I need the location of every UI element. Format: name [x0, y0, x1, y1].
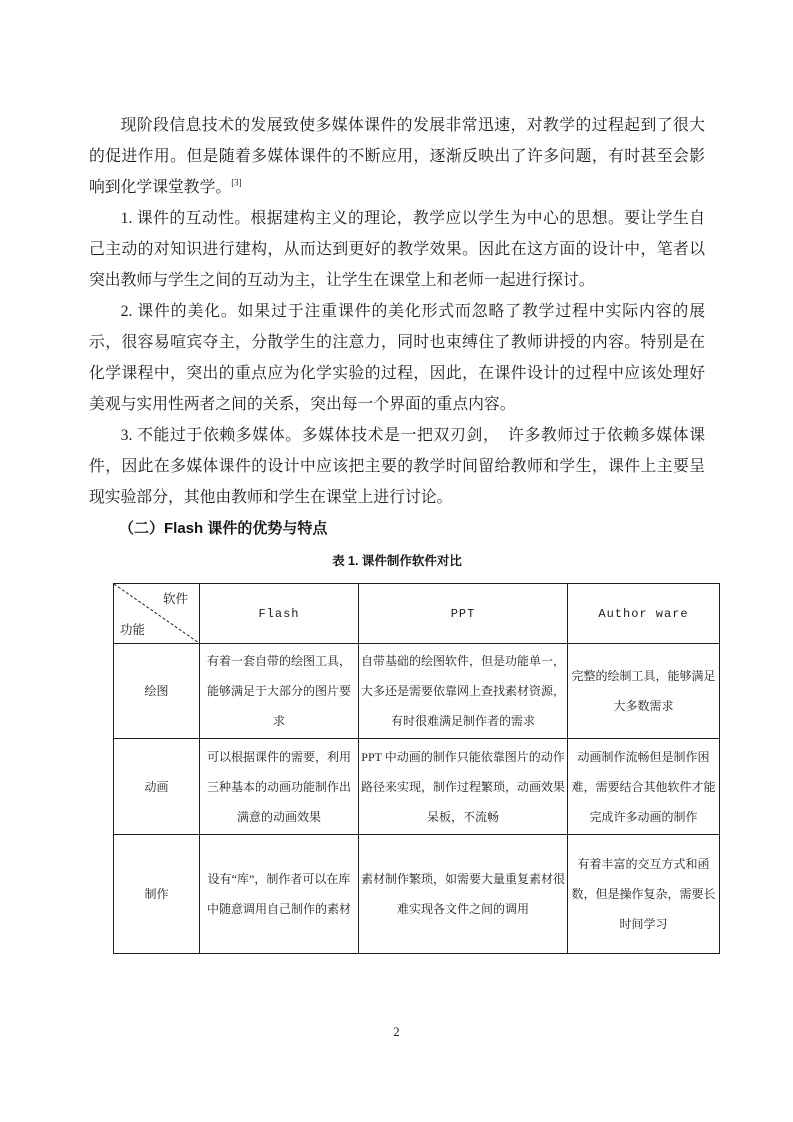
diagonal-header-cell	[114, 584, 200, 644]
table-caption: 表 1. 课件制作软件对比	[332, 554, 462, 568]
row-label-drawing: 绘图	[114, 644, 200, 739]
cell-production-flash: 设有“库”，制作者可以在库中随意调用自己制作的素材	[200, 835, 359, 954]
cell-animation-authorware: 动画制作流畅但是制作困难，需要结合其他软件才能完成许多动画的制作	[568, 739, 720, 835]
column-header-flash: Flash	[200, 584, 359, 644]
column-header-authorware: Author ware	[568, 584, 720, 644]
table-row-production	[114, 835, 720, 954]
paragraph-item-1: 1. 课件的互动性。根据建构主义的理论，教学应以学生为中心的思想。要让学生自己主动的对知识进行建构，从而达到更好的教学效果。因此在这方面的设计中，笔者以突出教师与学生之间的互动为主，让学生在课堂上和老师一起进行探讨。	[89, 210, 705, 289]
section-heading: （二）Flash 课件的优势与特点	[119, 520, 328, 537]
corner-label-function: 功能	[120, 623, 146, 637]
cell-drawing-authorware: 完整的绘制工具，能够满足大多数需求	[568, 644, 720, 739]
cell-animation-flash: 可以根据课件的需要，利用三种基本的动画功能制作出满意的动画效果	[200, 739, 359, 835]
row-label-production: 制作	[114, 835, 200, 954]
paragraph-item-2: 2. 课件的美化。如果过于注重课件的美化形式而忽略了教学过程中实际内容的展示，很容易喧宾夺主，分散学生的注意力，同时也束缚住了教师讲授的内容。特别是在化学课程中，突出的重点应为化学实验的过程，因此，在课件设计的过程中应该处理好美观与实用性两者之间的关系，突出每一个界面的重点内容。	[89, 303, 705, 413]
paragraph-item-3: 3. 不能过于依赖多媒体。多媒体技术是一把双刃剑， 许多教师过于依赖多媒体课件，因此在多媒体课件的设计中应该把主要的教学时间留给教师和学生，课件上主要呈现实验部分，其他由教师和学生在课堂上进行讨论。	[89, 427, 705, 506]
comparison-table	[113, 583, 720, 954]
table-row-drawing	[114, 644, 720, 739]
cell-production-ppt: 素材制作繁琐，如需要大量重复素材很难实现各文件之间的调用	[359, 835, 568, 954]
cell-production-authorware: 有着丰富的交互方式和函数，但是操作复杂，需要长时间学习	[568, 835, 720, 954]
table-header-row	[114, 584, 720, 644]
corner-label-software: 软件	[162, 592, 188, 606]
page-number: 2	[393, 1025, 400, 1039]
cell-drawing-flash: 有着一套自带的绘图工具，能够满足于大部分的图片要求	[200, 644, 359, 739]
row-label-animation: 动画	[114, 739, 200, 835]
table-row-animation	[114, 739, 720, 835]
column-header-ppt: PPT	[359, 584, 568, 644]
paragraph-intro	[89, 110, 705, 203]
paragraph-text: 现阶段信息技术的发展致使多媒体课件的发展非常迅速，对教学的过程起到了很大的促进作用。但是随着多媒体课件的不断应用，逐渐反映出了许多问题，有时甚至会影响到化学课堂教学。	[89, 117, 705, 196]
footnote-ref: [3]	[231, 177, 242, 188]
cell-animation-ppt: PPT 中动画的制作只能依靠图片的动作路径来实现，制作过程繁琐，动画效果呆板，不流畅	[359, 739, 568, 835]
cell-drawing-ppt: 自带基础的绘图软件，但是功能单一，大多还是需要依靠网上查找素材资源，有时很难满足制作者的需求	[359, 644, 568, 739]
